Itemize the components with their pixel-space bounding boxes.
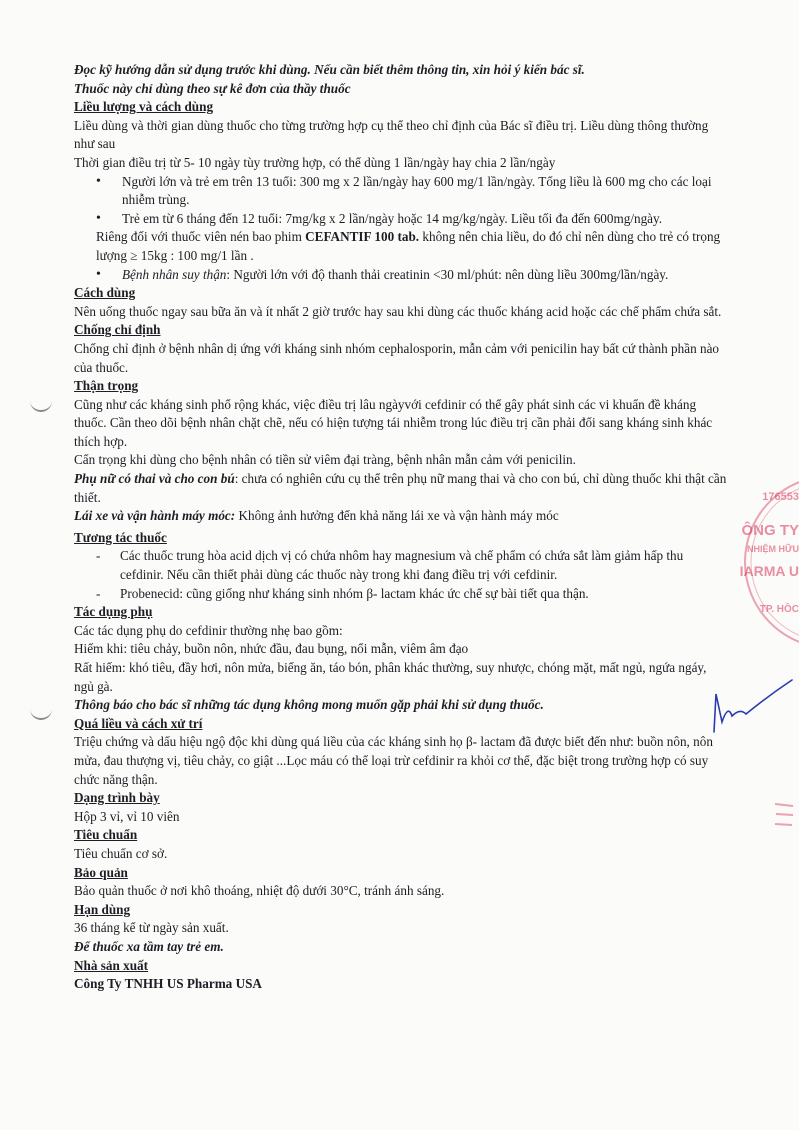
dosage-bullet-children: • Trẻ em từ 6 tháng đến 12 tuổi: 7mg/kg x 2 lần/ngày hoặc 14 mg/kg/ngày. Liều tối đa đến 600mg/ngày. [122,210,729,229]
storage-heading: Bảo quản [74,864,128,880]
driving-label: Lái xe và vận hành máy móc: [74,508,236,524]
usage-heading: Cách dùng [74,285,136,301]
stamp-line-city: TP. HỒC [759,604,799,615]
dosage-bullet-adults: • Người lớn và trẻ em trên 13 tuổi: 300 mg x 2 lần/ngày hay 600 mg/1 lần/ngày. Tổng liều là 600 mg cho các loại nhiễm trùng. [122,173,729,210]
dosage-tablet-note [74,228,729,265]
dosage-bullets-renal [74,266,729,285]
standard-text: Tiêu chuẩn cơ sở. [74,845,168,861]
side-effects-paragraph-1: Các tác dụng phụ do cefdinir thường nhẹ bao gồm: [74,622,343,638]
standard-heading: Tiêu chuẩn [74,827,138,843]
tablet-note-c: không nên chia liều, do đó chỉ nên dùng cho trẻ có trọng lượng ≥ 15kg : 100 mg/1 lần . [96,229,721,263]
dosage-bullet-renal [122,266,729,285]
presentation-text: Hộp 3 vỉ, vỉ 10 viên [74,808,180,824]
pregnancy-text: : chưa có nghiên cứu cụ thể trên phụ nữ mang thai và cho con bú, chỉ dùng thuốc khi thật cần thiết. [74,471,727,505]
stamp-line-company: ÔNG TY [741,522,799,539]
caution-heading: Thận trọng [74,378,139,394]
stamp-fragment-icon [773,800,795,830]
driving-text: Không ảnh hưởng đến khả năng lái xe và vận hành máy móc [235,508,559,524]
expiry-heading: Hạn dùng [74,901,131,917]
punch-hole-mark [30,704,52,720]
intro-line-1: Đọc kỹ hướng dẫn sử dụng trước khi dùng. Nếu cần biết thêm thông tin, xin hỏi ý kiến bác sĩ. [74,62,585,77]
pregnancy-label: Phụ nữ có thai và cho con bú [74,471,235,487]
storage-text: Bảo quản thuốc ở nơi khô thoáng, nhiệt độ dưới 30°C, tránh ánh sáng. [74,883,445,899]
interaction-item-antacids: - Các thuốc trung hòa acid dịch vị có chứa nhôm hay magnesium và chế phẩm có chứa sắt làm giảm hấp thu cefdinir. Nếu cần thiết phải dùng các thuốc này trong khi đang điều trị với cefdinir. [120,547,729,584]
interactions-list [74,547,729,603]
interactions-heading: Tương tác thuốc [74,529,167,545]
leaflet-body [74,61,729,994]
contraindication-text: Chống chỉ định ở bệnh nhân dị ứng với kháng sinh nhóm cephalosporin, mẫn cảm với penicilin hay bất cứ thành phần nào của thuốc. [74,340,720,375]
pregnancy-paragraph [74,470,729,507]
dosage-bullets [74,173,729,229]
driving-paragraph [74,507,729,526]
tablet-note-a: Riêng đối với thuốc viên nén bao phim [96,229,306,245]
overdose-text: Triệu chứng và dấu hiệu ngộ độc khi dùng quá liều của các kháng sinh họ β- lactam đã được biết đến như: buồn nôn, nôn mửa, đau thượng vị, tiêu chảy, co giật ...Lọc máu có thể loại trừ cefdinir ra khỏi cơ thể, đặc biệt trong trường hợp có suy chức năng thận. [74,734,713,787]
punch-hole-mark [30,396,52,412]
children-warning: Để thuốc xa tầm tay trẻ em. [74,938,224,954]
side-effects-paragraph-3: Rất hiếm: khó tiêu, đầy hơi, nôn mửa, biếng ăn, táo bón, phân khác thường, suy nhược, chóng mặt, mất ngủ, ngứa ngáy, ngủ gà. [74,660,707,694]
side-effects-paragraph-2: Hiếm khi: tiêu chảy, buồn nôn, nhức đầu, đau bụng, nổi mẫn, viêm âm đạo [74,641,469,657]
dosage-heading: Liều lượng và cách dùng [74,99,214,115]
signature-icon [708,672,798,742]
stamp-number: 176553 [762,491,799,503]
interaction-item-probenecid: - Probenecid: cũng giống như kháng sinh nhóm β- lactam khác ức chế sự bài tiết qua thận. [120,585,729,604]
renal-text: : Người lớn với độ thanh thải creatinin <30 ml/phút: nên dùng liều 300mg/lần/ngày. [226,266,669,282]
manufacturer-heading: Nhà sản xuất [74,957,149,973]
usage-text: Nên uống thuốc ngay sau bữa ăn và ít nhất 2 giờ trước hay sau khi dùng các thuốc kháng acid hoặc các chế phẩm chứa sắt. [74,303,722,319]
manufacturer-name: Công Ty TNHH US Pharma USA [74,976,262,992]
product-name: CEFANTIF 100 tab. [305,229,420,245]
side-effects-heading: Tác dụng phụ [74,604,153,620]
caution-paragraph-2: Cẩn trọng khi dùng cho bệnh nhân có tiền sử viêm đại tràng, bệnh nhân mẫn cảm với penicilin. [74,452,576,468]
presentation-heading: Dạng trình bày [74,790,160,806]
intro-line-2: Thuốc này chỉ dùng theo sự kê đơn của thầy thuốc [74,80,351,96]
dosage-paragraph-2: Thời gian điều trị từ 5- 10 ngày tùy trường hợp, có thể dùng 1 lần/ngày hay chia 2 lần/ngày [74,154,556,170]
stamp-line-liability: NHIỆM HỮU [747,544,799,554]
side-effects-notice: Thông báo cho bác sĩ những tác dụng không mong muốn gặp phải khi sử dụng thuốc. [74,697,544,713]
contraindication-heading: Chống chỉ định [74,322,161,338]
stamp-line-pharma: IARMA U [739,563,799,579]
dosage-paragraph-1: Liều dùng và thời gian dùng thuốc cho từng trường hợp cụ thể theo chỉ định của Bác sĩ điều trị. Liều dùng thông thường như sau [74,117,709,152]
overdose-heading: Quá liều và cách xử trí [74,715,203,731]
expiry-text: 36 tháng kể từ ngày sản xuất. [74,920,229,936]
renal-label: Bệnh nhân suy thận [122,266,227,282]
caution-paragraph-1: Cũng như các kháng sinh phổ rộng khác, việc điều trị lâu ngàyvới cefdinir có thể gây phát sinh các vi khuẩn đề kháng thuốc. Cần theo dõi bệnh nhân chặt chẽ, nếu có hiện tượng tái nhiễm trong lúc điều trị cần phải đổi sang kháng sinh khác thích hợp. [74,396,713,449]
